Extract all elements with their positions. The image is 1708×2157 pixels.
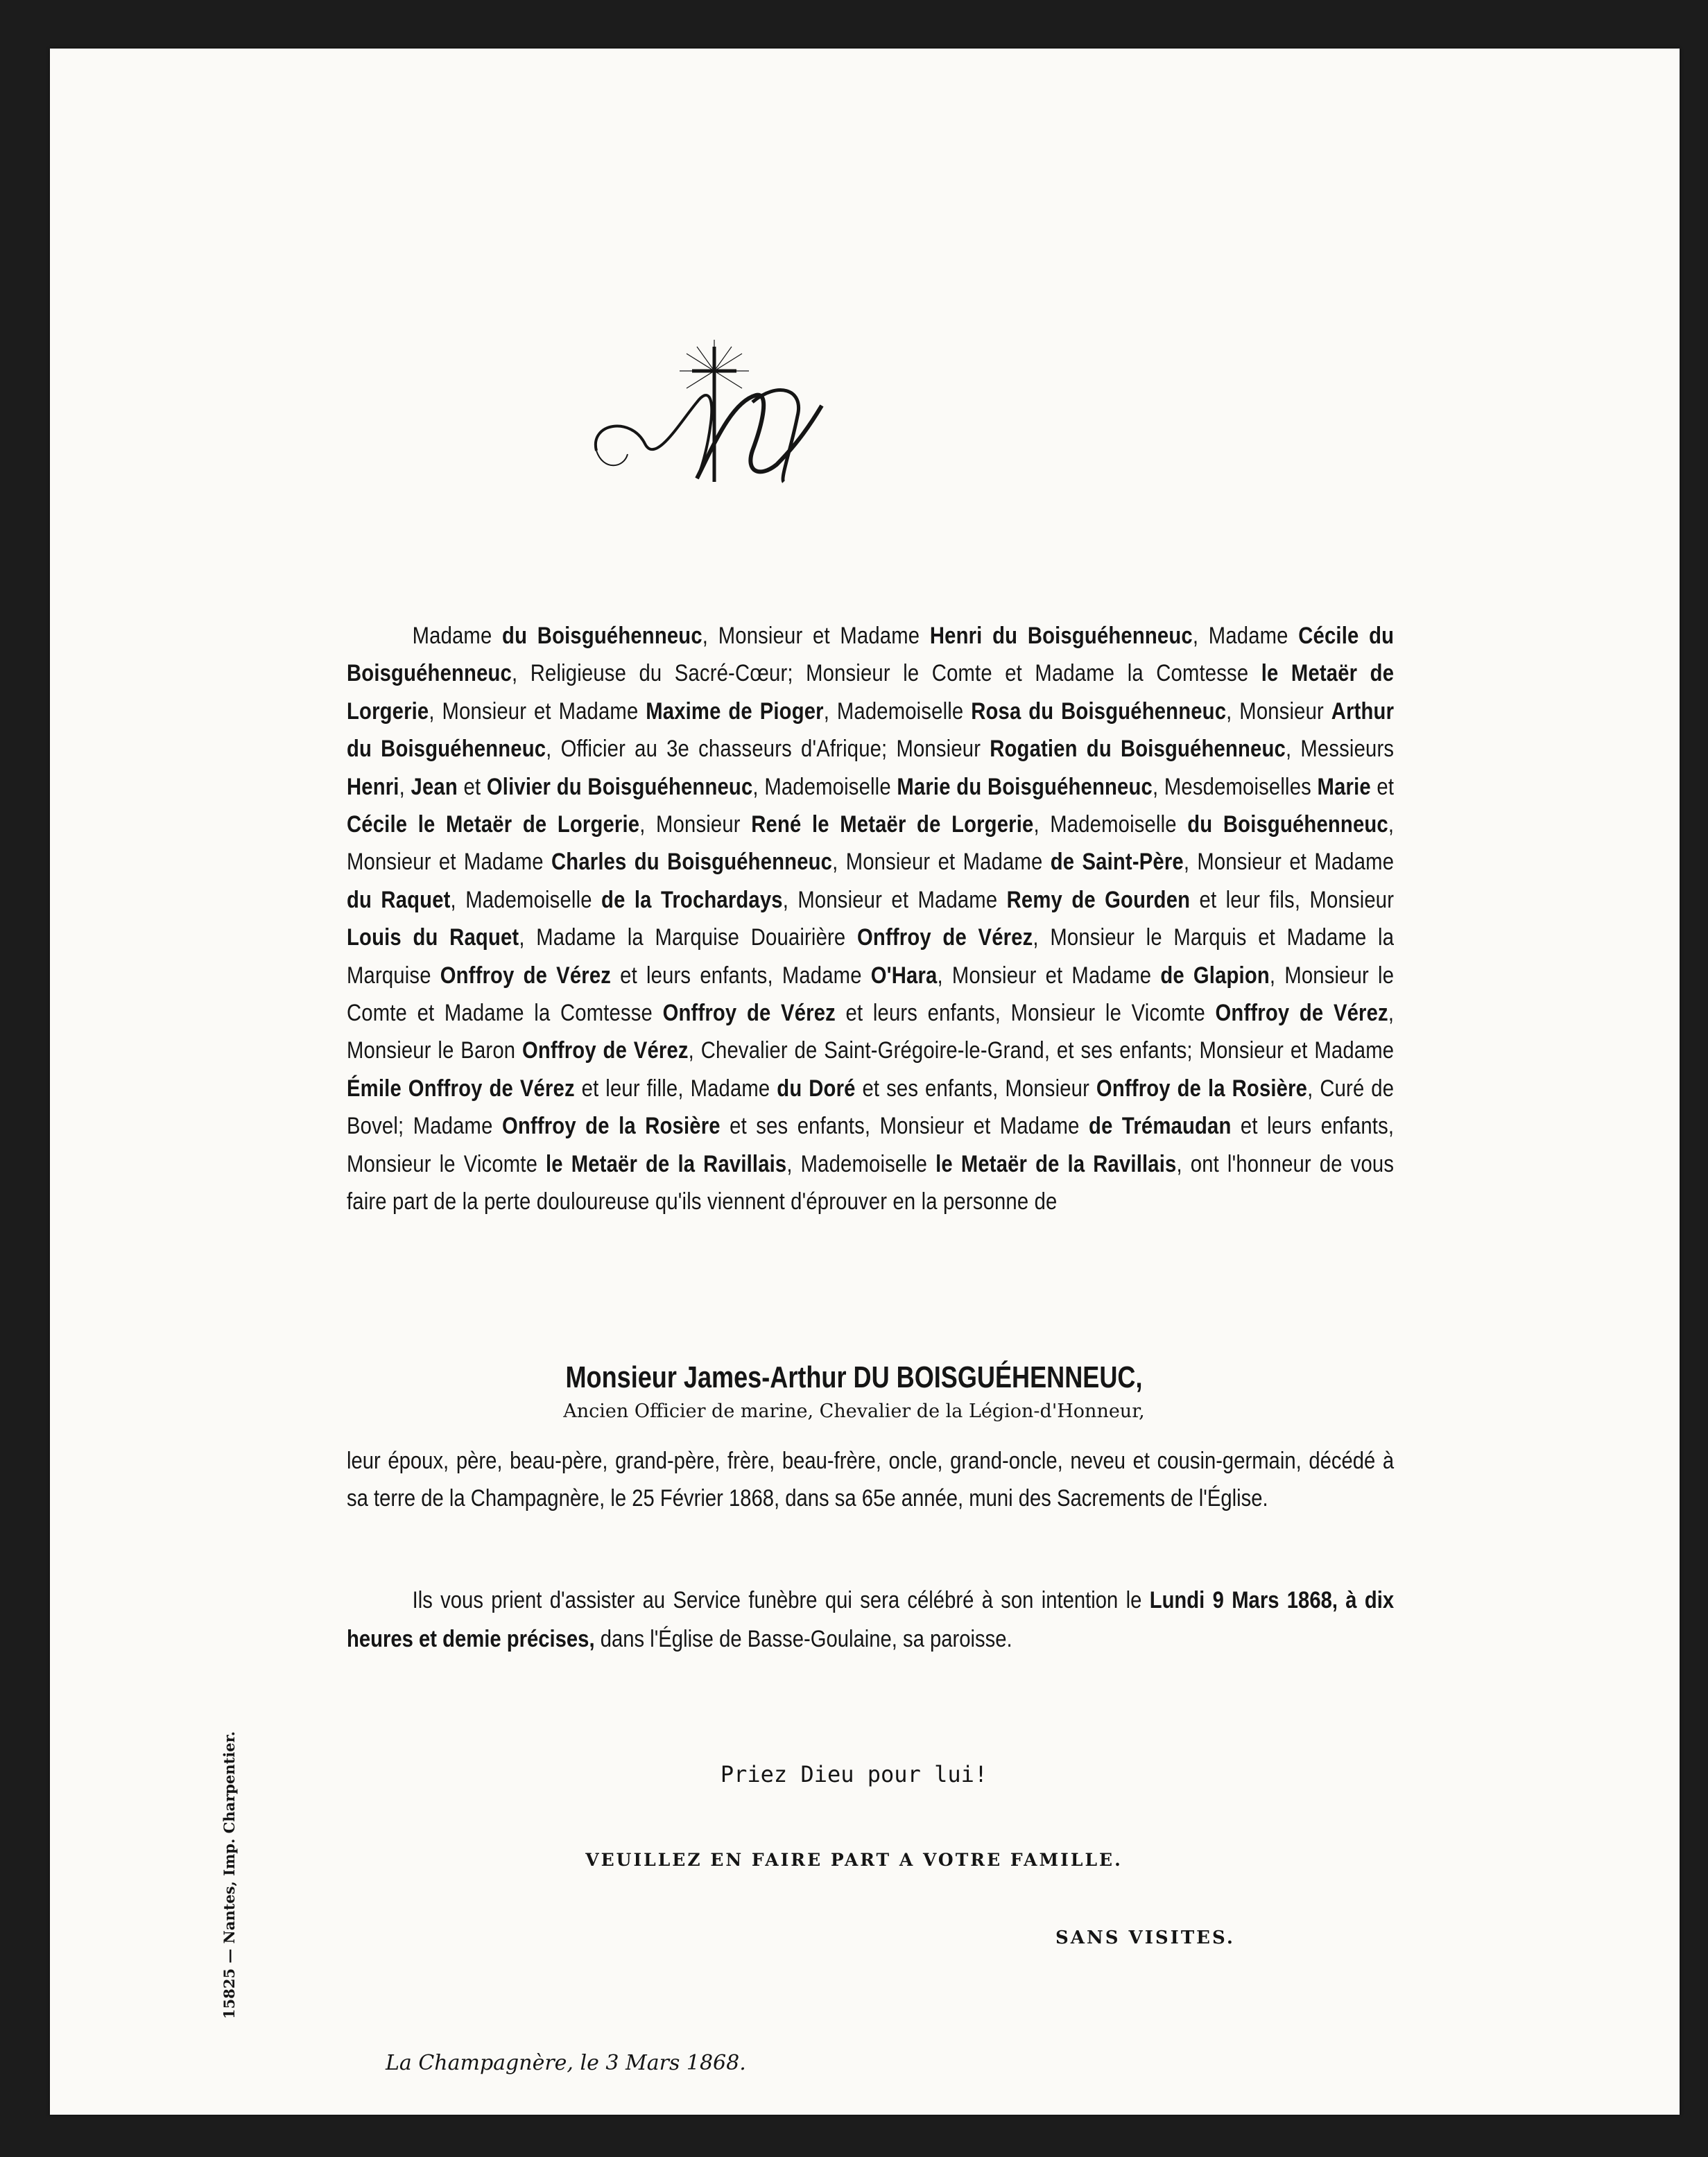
announcement-text: , Monsieur le Baron (347, 1000, 1395, 1064)
announcement-text: , Curé de Bovel; Madame (347, 1075, 1395, 1140)
family-name: le Metaër de la Ravillais (935, 1150, 1177, 1177)
family-name: du Boisguéhenneuc (502, 623, 702, 649)
family-name: du Doré (777, 1075, 856, 1102)
announcement-text: et (457, 773, 487, 800)
announcement-text: et leurs enfants, Monsieur le Vicomte (835, 1000, 1216, 1027)
family-name: Remy de Gourden (1006, 886, 1191, 913)
relation-paragraph: leur époux, père, beau-père, grand-père, frère, beau-frère, oncle, grand-oncle, neveu et cousin-germain, décédé à sa terre de la Champagnère, le 25 Février 1868, dans sa 65e année, muni des Sacrements de l'Église. (347, 1448, 1395, 1511)
announcement-text: , Mademoiselle (752, 773, 897, 800)
family-announcement-paragraph (347, 617, 1394, 1221)
family-name: de Glapion (1160, 962, 1270, 989)
announcement-text: , Messieurs (1285, 736, 1395, 763)
announcement-text: , Madame la Marquise Douairière (519, 924, 857, 951)
announcement-text: , Monsieur et Madame (937, 962, 1161, 989)
family-name: Onffroy de la Rosière (1096, 1075, 1308, 1102)
family-name: le Metaër de Lorgerie (347, 660, 1395, 725)
announcement-text: et leur fille, Madame (574, 1075, 777, 1102)
invitation-paragraph (347, 1581, 1394, 1658)
announcement-text: , Monsieur et Madame (782, 886, 1007, 913)
deceased-title: Ancien Officier de marine, Chevalier de la Légion-d'Honneur, (563, 1401, 1145, 1422)
family-name: de Saint-Père (1050, 849, 1184, 876)
announcement-text: , Monsieur et Madame (1183, 849, 1395, 876)
family-notice: VEUILLEZ EN FAIRE PART A VOTRE FAMILLE. (585, 1850, 1123, 1870)
announcement-text: , Monsieur (639, 811, 752, 838)
family-name: Émile Onffroy de Vérez (347, 1075, 575, 1102)
family-name: du Raquet (347, 886, 451, 913)
announcement-text: , Mademoiselle (1033, 811, 1188, 838)
family-name: Onffroy de Vérez (440, 962, 612, 989)
family-name: Henri (347, 773, 399, 800)
announcement-text: , Monsieur et Madame (832, 849, 1051, 876)
announcement-text: et ses enfants, Monsieur et Madame (720, 1113, 1089, 1140)
deceased-name: Monsieur James-Arthur DU BOISGUÉHENNEUC, (565, 1360, 1143, 1394)
printer-imprint: 15825 — Nantes, Imp. Charpentier. (221, 1731, 238, 2019)
announcement-text: et leurs enfants, Monsieur le Vicomte (347, 1113, 1395, 1177)
announcement-text: et leurs enfants, Madame (611, 962, 871, 989)
family-name: du Boisguéhenneuc (1187, 811, 1388, 838)
family-name: Henri du Boisguéhenneuc (929, 623, 1193, 649)
announcement-text: et (1370, 773, 1395, 800)
family-name: Onffroy de Vérez (1215, 1000, 1388, 1027)
announcement-text: , (399, 773, 411, 800)
announcement-text: , Officier au 3e chasseurs d'Afrique; Monsieur (546, 736, 990, 763)
family-name: Charles du Boisguéhenneuc (551, 849, 833, 876)
family-name: Marie du Boisguéhenneuc (897, 773, 1153, 800)
announcement-text: , Religieuse du Sacré-Cœur; Monsieur le Comte et Madame la Comtesse (511, 660, 1261, 687)
announcement-text: , Monsieur et Madame (347, 811, 1395, 876)
family-name: le Metaër de la Ravillais (545, 1150, 787, 1177)
family-name: Onffroy de la Rosière (501, 1113, 721, 1140)
announcement-text: , Mademoiselle (786, 1150, 936, 1177)
announcement-text: , Madame (1192, 623, 1299, 649)
announcement-text: , Monsieur le Comte et Madame la Comtesse (347, 962, 1395, 1027)
family-name: de Trémaudan (1089, 1113, 1232, 1140)
family-name: Louis du Raquet (347, 924, 519, 951)
announcement-text: , ont l'honneur de vous faire part de la perte douloureuse qu'ils viennent d'éprouver en la personne de (347, 1150, 1395, 1215)
prayer-line: Priez Dieu pour lui! (720, 1761, 988, 1787)
family-name: Olivier du Boisguéhenneuc (486, 773, 753, 800)
family-name: Jean (411, 773, 458, 800)
announcement-text: et ses enfants, Monsieur (855, 1075, 1096, 1102)
family-name: Rosa du Boisguéhenneuc (971, 698, 1227, 725)
family-name: de la Trochardays (601, 886, 783, 913)
cross-monogram-emblem (576, 340, 839, 520)
family-name: René le Metaër de Lorgerie (751, 811, 1034, 838)
announcement-text: , Chevalier de Saint-Grégoire-le-Grand, et ses enfants; Monsieur et Madame (688, 1037, 1395, 1064)
family-name: O'Hara (870, 962, 938, 989)
family-name: Cécile du Boisguéhenneuc (347, 623, 1395, 687)
announcement-text: Madame (412, 623, 503, 649)
family-name: Marie (1317, 773, 1371, 800)
family-name: Rogatien du Boisguéhenneuc (990, 736, 1286, 763)
service-date: Lundi 9 Mars 1868, à dix heures et demie précises, (347, 1587, 1395, 1652)
no-visits-notice: SANS VISITES. (1055, 1928, 1235, 1948)
announcement-text: , Monsieur et Madame (429, 698, 646, 725)
service-place: dans l'Église de Basse-Goulaine, sa paroisse. (594, 1626, 1012, 1652)
announcement-text: , Monsieur et Madame (702, 623, 930, 649)
announcement-text: , Mesdemoiselles (1152, 773, 1318, 800)
family-name: Arthur du Boisguéhenneuc (347, 698, 1395, 763)
announcement-text: , Monsieur le Marquis et Madame la Marquise (347, 924, 1395, 989)
announcement-text: et leur fils, Monsieur (1190, 886, 1395, 913)
family-name: Onffroy de Vérez (856, 924, 1033, 951)
announcement-text: , Mademoiselle (823, 698, 972, 725)
family-name: Maxime de Pioger (646, 698, 824, 725)
invitation-intro: Ils vous prient d'assister au Service funèbre qui sera célébré à son intention le (412, 1587, 1150, 1613)
family-name: Onffroy de Vérez (662, 1000, 836, 1027)
announcement-text: Monsieur (1239, 698, 1331, 725)
announcement-text: , Mademoiselle (450, 886, 602, 913)
family-name: Cécile le Metaër de Lorgerie (347, 811, 640, 838)
announcement-text: , (1226, 698, 1240, 725)
family-name: Onffroy de Vérez (521, 1037, 689, 1064)
dateline: La Champagnère, le 3 Mars 1868. (386, 2051, 746, 2075)
